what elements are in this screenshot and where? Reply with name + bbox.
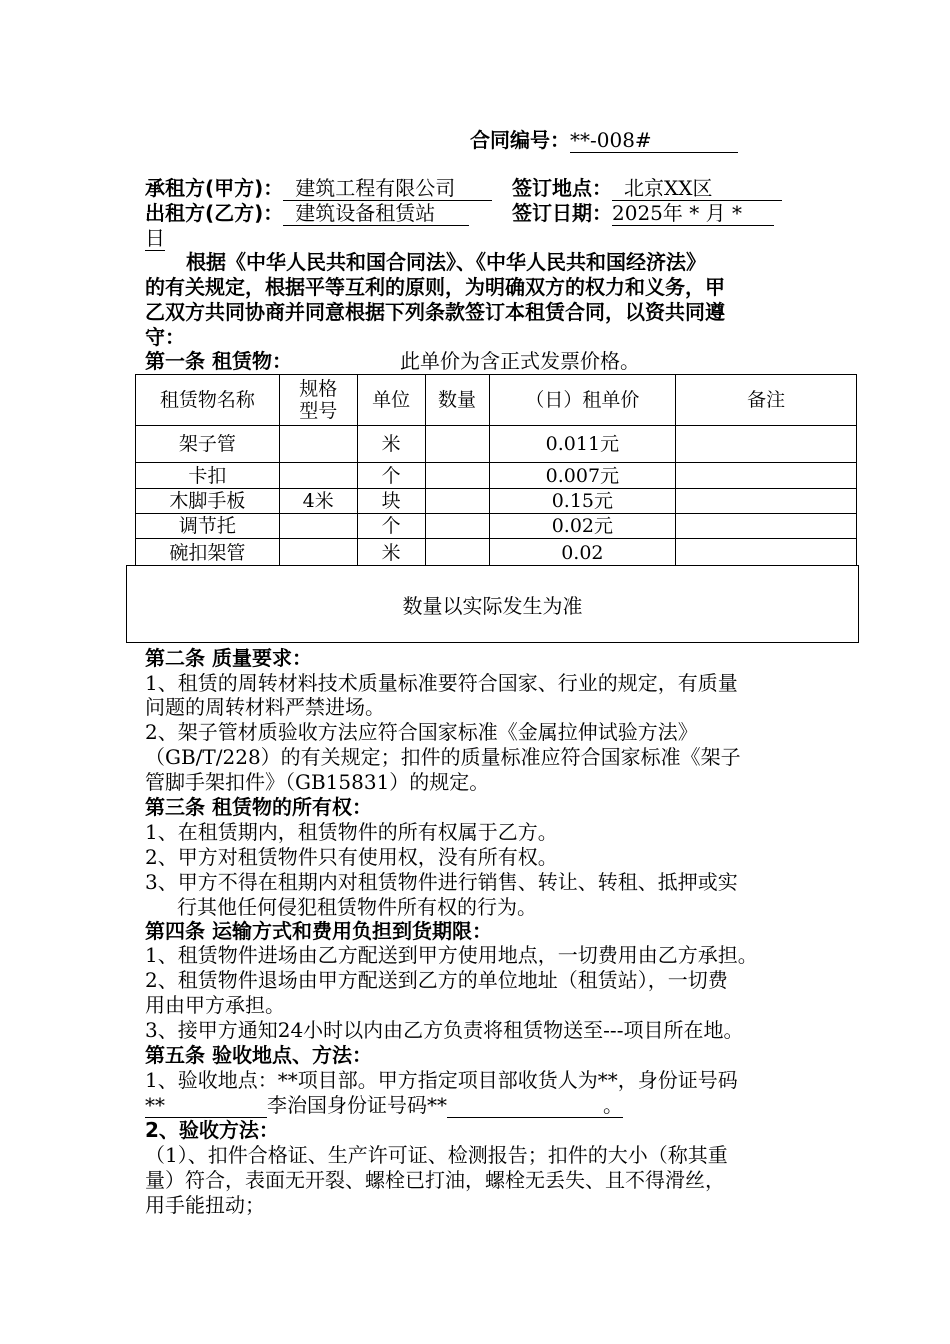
article-2-line: 1、租赁的周转材料技术质量标准要符合国家、行业的规定，有质量	[145, 671, 738, 695]
table-row	[136, 539, 857, 567]
cell-item-name: 木脚手板	[136, 489, 280, 514]
cell-daily-price: 0.007元	[489, 463, 676, 489]
quantity-note-box	[126, 565, 859, 643]
place-label: 签订地点：	[512, 176, 612, 200]
header-remarks: 备注	[676, 375, 857, 426]
method-line: 用手能扭动；	[145, 1193, 265, 1217]
preamble-line-1: 根据《中华人民共和国合同法》、《中华人民共和国经济法》	[186, 250, 706, 274]
id-number-a: **	[145, 1093, 267, 1118]
lessor-value: 建筑设备租赁站	[283, 201, 469, 226]
header-unit: 单位	[357, 375, 425, 426]
inspection-place-line: 1、验收地点：**项目部。甲方指定项目部收货人为**，身份证号码	[145, 1068, 738, 1092]
contract-number-label: 合同编号：	[470, 128, 570, 152]
article-2-heading: 第二条 质量要求：	[145, 646, 312, 670]
lessor-label: 出租方(乙方)：	[145, 201, 284, 225]
table-row	[136, 463, 857, 489]
article-3-line: 2、甲方对租赁物件只有使用权，没有所有权。	[145, 845, 558, 869]
preamble-line-2: 的有关规定，根据平等互利的原则，为明确双方的权力和义务，甲	[145, 275, 725, 299]
article-3-line: 行其他任何侵犯租赁物件所有权的行为。	[177, 895, 537, 919]
table-row	[136, 514, 857, 539]
quantity-note: 数量以实际发生为准	[402, 593, 583, 618]
article-4-heading: 第四条 运输方式和费用负担到货期限：	[145, 919, 492, 943]
place-line	[512, 176, 782, 201]
article-4-line: 2、租赁物件退场由甲方配送到乙方的单位地址（租赁站），一切费	[145, 968, 728, 992]
date-line	[512, 201, 774, 226]
id-number-c: 。	[447, 1093, 623, 1118]
table-row	[136, 489, 857, 514]
article-3-heading: 第三条 租赁物的所有权：	[145, 795, 372, 819]
article-1-heading: 第一条 租赁物：	[145, 349, 292, 373]
article-4-line: 1、租赁物件进场由乙方配送到甲方使用地点，一切费用由乙方承担。	[145, 943, 758, 967]
rental-items-table	[135, 374, 857, 567]
cell-item-name: 卡扣	[136, 463, 280, 489]
id-number-b: 李治国身份证号码**	[267, 1093, 447, 1117]
date-value: 2025年 * 月 *	[612, 201, 774, 226]
cell-quantity	[425, 539, 489, 567]
article-3-line: 1、在租赁期内，租赁物件的所有权属于乙方。	[145, 820, 558, 844]
cell-unit: 米	[357, 539, 425, 567]
contract-number-value: **-008#	[570, 128, 738, 153]
article-2-line: 问题的周转材料严禁进场。	[145, 695, 385, 719]
cell-remarks	[676, 463, 857, 489]
date-tail: 日	[145, 226, 165, 250]
cell-quantity	[425, 463, 489, 489]
cell-item-name: 架子管	[136, 426, 280, 463]
cell-remarks	[676, 489, 857, 514]
method-line: 量）符合，表面无开裂、螺栓已打油，螺栓无丢失、且不得滑丝，	[145, 1168, 725, 1192]
lessee-value: 建筑工程有限公司	[283, 176, 492, 201]
cell-remarks	[676, 514, 857, 539]
cell-item-name: 碗扣架管	[136, 539, 280, 567]
cell-unit: 米	[357, 426, 425, 463]
article-4-line: 3、接甲方通知24小时以内由乙方负责将租赁物送至---项目所在地。	[145, 1018, 744, 1042]
cell-quantity	[425, 514, 489, 539]
cell-item-name: 调节托	[136, 514, 280, 539]
method-line: （1）、扣件合格证、生产许可证、检测报告；扣件的大小（称其重	[145, 1143, 728, 1167]
cell-unit: 个	[357, 463, 425, 489]
cell-daily-price: 0.011元	[489, 426, 676, 463]
table-row	[136, 426, 857, 463]
preamble-line-3: 乙双方共同协商并同意根据下列条款签订本租赁合同，以资共同遵	[145, 300, 725, 324]
article-1-note: 此单价为含正式发票价格。	[400, 349, 640, 373]
article-2-line: （GB/T/228）的有关规定；扣件的质量标准应符合国家标准《架子	[145, 745, 741, 769]
id-number-line	[145, 1093, 623, 1118]
table-header-row	[136, 375, 857, 426]
lessor-line	[145, 201, 469, 226]
cell-quantity	[425, 489, 489, 514]
article-4-line: 用由甲方承担。	[145, 993, 285, 1017]
article-2-line: 2、架子管材质验收方法应符合国家标准《金属拉伸试验方法》	[145, 720, 698, 744]
lessee-label: 承租方(甲方)：	[145, 176, 284, 200]
cell-spec	[279, 539, 357, 567]
article-3-line: 3、甲方不得在租期内对租赁物件进行销售、转让、转租、抵押或实	[145, 870, 738, 894]
header-quantity: 数量	[425, 375, 489, 426]
article-5-heading: 第五条 验收地点、方法：	[145, 1043, 372, 1067]
cell-spec	[279, 514, 357, 539]
cell-remarks	[676, 539, 857, 567]
place-value: 北京XX区	[612, 176, 782, 201]
cell-daily-price: 0.02元	[489, 514, 676, 539]
cell-quantity	[425, 426, 489, 463]
article-2-line: 管脚手架扣件》（GB15831）的规定。	[145, 770, 490, 794]
cell-spec	[279, 463, 357, 489]
method-heading: 2、验收方法：	[145, 1118, 279, 1142]
cell-spec	[279, 426, 357, 463]
cell-daily-price: 0.02	[489, 539, 676, 567]
cell-spec: 4米	[279, 489, 357, 514]
cell-daily-price: 0.15元	[489, 489, 676, 514]
cell-unit: 块	[357, 489, 425, 514]
preamble-line-4: 守：	[145, 325, 185, 349]
lessee-line	[145, 176, 492, 201]
cell-unit: 个	[357, 514, 425, 539]
header-daily-price: （日）租单价	[489, 375, 676, 426]
contract-number	[470, 128, 738, 153]
cell-remarks	[676, 426, 857, 463]
header-item-name: 租赁物名称	[136, 375, 280, 426]
header-spec: 规格型号	[279, 375, 357, 426]
date-label: 签订日期：	[512, 201, 612, 225]
